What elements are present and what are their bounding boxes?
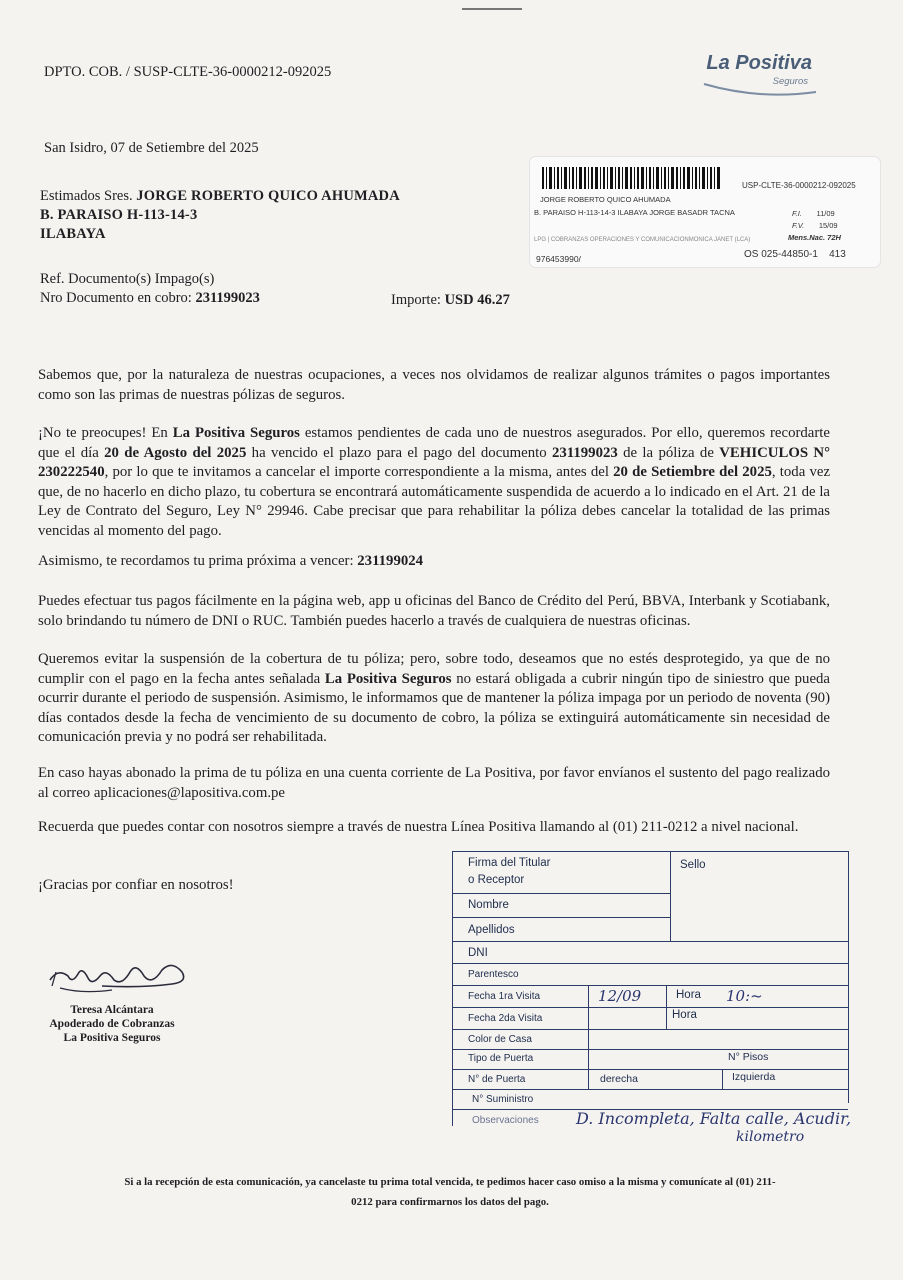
signatory-block bbox=[22, 1003, 202, 1045]
signatory-company: La Positiva Seguros bbox=[63, 1032, 161, 1044]
form-hora1: Hora bbox=[676, 989, 701, 1001]
label-fi: F.I. 11/09 bbox=[792, 209, 835, 218]
paragraph-1: Sabemos que, por la naturaleza de nuestras ocupaciones, a veces nos olvidamos de realizar algunos trámites o pagos importantes como son las primas de nuestras pólizas de seguros. bbox=[38, 367, 830, 403]
form-nombre: Nombre bbox=[468, 899, 509, 911]
label-department: LPG | COBRANZAS OPERACIONES Y COMUNICACIONMONICA JANET (LCA) bbox=[534, 237, 751, 243]
date-line: San Isidro, 07 de Setiembre del 2025 bbox=[44, 140, 259, 156]
delivery-form bbox=[452, 843, 892, 1143]
amount-value: USD 46.27 bbox=[444, 292, 510, 308]
footer-line-1: Si a la recepción de esta comunicación, ya cancelaste tu prima total vencida, te pedimos hacer caso omiso a la misma y comunícate al (01) 211- bbox=[124, 1176, 776, 1188]
amount-label: Importe: bbox=[391, 292, 441, 308]
label-os: OS 025-44850-1 413 bbox=[744, 249, 846, 260]
top-mark bbox=[462, 8, 522, 10]
label-fv: F.V. 15/09 bbox=[792, 221, 838, 230]
logo-swoosh-icon bbox=[700, 80, 818, 100]
form-color: Color de Casa bbox=[468, 1034, 532, 1045]
paragraph-3: Asimismo, te recordamos tu prima próxima a vencer: 231199024 bbox=[38, 553, 424, 569]
form-fecha1-value: 12/09 bbox=[598, 987, 642, 1005]
paragraph-7: Recuerda que puedes contar con nosotros siempre a través de nuestra Línea Positiva llamando al (01) 211-0212 a nivel nacional. bbox=[38, 819, 799, 835]
form-firma: Firma del Titular bbox=[468, 857, 551, 869]
label-name: JORGE ROBERTO QUICO AHUMADA bbox=[540, 195, 671, 204]
footer-line-2: 0212 para confirmarnos los datos del pago. bbox=[351, 1196, 549, 1208]
label-phone: 976453990/ bbox=[536, 254, 581, 264]
signatory-role: Apoderado de Cobranzas bbox=[49, 1018, 175, 1030]
company-logo bbox=[700, 52, 818, 108]
form-izquierda: Izquierda bbox=[732, 1071, 776, 1083]
form-sello: Sello bbox=[680, 859, 706, 871]
logo-text: La Positiva bbox=[706, 52, 812, 74]
recipient-city: ILABAYA bbox=[40, 226, 106, 242]
paragraph-2: ¡No te preocupes! En La Positiva Seguros estamos pendientes de cada uno de nuestros asegurados. Por ello, queremos recordarte que el día 20 de Agosto del 2025 ha vencido el plazo para el pago del documento 231199023 de la póliza de VEHICULOS N° 230222540, por lo que te invitamos a cancelar el importe correspondiente a la misma, antes del 20 de Setiembre del 2025, toda vez que, de no hacerlo en dicho plazo, tu cobertura se encontrará automáticamente suspendida de acuerdo a lo indicado en el Art. 21 de la Ley de Contrato del Seguro, Ley N° 29946. Cabe precisar que para rehabilitar la póliza debes cancelar la totalidad de las primas vencidas al momento del pago. bbox=[38, 425, 831, 539]
form-n-pisos: N° Pisos bbox=[728, 1051, 769, 1063]
paragraph-5: Queremos evitar la suspensión de la cobertura de tu póliza; pero, sobre todo, deseamos que no estés desprotegido, ya que de no cumplir con el pago en la fecha antes señalada La Positiva Seguros no estará obligada a cubrir ningún tipo de siniestro que pueda ocurrir durante el periodo de suspensión. Asimismo, le informamos que de mantener la póliza impaga por un periodo de noventa (90) días contados desde la fecha de vencimiento de su documento de cobro, la póliza se extinguirá automáticamente sin necesidad de comunicación previa y no podrá ser rehabilitada. bbox=[38, 651, 830, 745]
doc-number-label: Nro Documento en cobro: bbox=[40, 290, 192, 306]
reference-code: DPTO. COB. / SUSP-CLTE-36-0000212-092025 bbox=[44, 64, 332, 80]
doc-number: 231199023 bbox=[195, 290, 260, 306]
form-dni: DNI bbox=[468, 947, 488, 959]
amount bbox=[391, 292, 510, 309]
form-tipo-puerta: Tipo de Puerta bbox=[468, 1053, 534, 1064]
recipient-name: JORGE ROBERTO QUICO AHUMADA bbox=[136, 188, 400, 204]
form-observaciones: Observaciones bbox=[472, 1115, 539, 1126]
footer-note bbox=[20, 1172, 880, 1212]
recipient-address: B. PARAISO H-113-14-3 bbox=[40, 207, 198, 223]
label-address: B. PARAISO H-113-14-3 ILABAYA JORGE BASADR TACNA bbox=[534, 208, 735, 217]
form-suministro: N° Suministro bbox=[472, 1094, 534, 1105]
logo-subtext: Seguros bbox=[772, 76, 808, 87]
form-n-puerta: N° de Puerta bbox=[468, 1074, 526, 1085]
form-receptor: o Receptor bbox=[468, 874, 525, 886]
greeting: Estimados Sres. bbox=[40, 188, 133, 204]
form-parentesco: Parentesco bbox=[468, 969, 519, 980]
form-fecha1: Fecha 1ra Visita bbox=[468, 991, 541, 1002]
form-apellidos: Apellidos bbox=[468, 924, 515, 936]
recipient-block bbox=[40, 187, 400, 244]
label-message-type: Mens.Nac. 72H bbox=[788, 233, 841, 242]
form-fecha2: Fecha 2da Visita bbox=[468, 1013, 543, 1024]
label-code: USP-CLTE-36-0000212-092025 bbox=[742, 181, 856, 190]
paragraph-4: Puedes efectuar tus pagos fácilmente en la página web, app u oficinas del Banco de Crédito del Perú, BBVA, Interbank y Scotiabank, solo brindando tu número de DNI o RUC. También puedes hacerlo a través de cualquiera de nuestras oficinas. bbox=[38, 593, 830, 629]
form-obs-line1: D. Incompleta, Falta calle, Acudir, bbox=[576, 1109, 852, 1128]
form-hora2: Hora bbox=[672, 1009, 697, 1021]
reference-title: Ref. Documento(s) Impago(s) bbox=[40, 271, 215, 287]
signatory-name: Teresa Alcántara bbox=[70, 1004, 154, 1016]
mailing-label bbox=[530, 157, 880, 267]
form-obs-line2: kilometro bbox=[736, 1129, 805, 1145]
paragraph-8: ¡Gracias por confiar en nosotros! bbox=[38, 877, 234, 893]
form-derecha: derecha bbox=[600, 1073, 638, 1085]
form-hora1-value: 10:~ bbox=[726, 987, 763, 1005]
reference-block bbox=[40, 270, 260, 308]
barcode-icon bbox=[542, 167, 722, 189]
signature-icon bbox=[22, 950, 197, 1000]
paragraph-6: En caso hayas abonado la prima de tu póliza en una cuenta corriente de La Positiva, por favor envíanos el sustento del pago realizado al correo aplicaciones@lapositiva.com.pe bbox=[38, 765, 830, 801]
